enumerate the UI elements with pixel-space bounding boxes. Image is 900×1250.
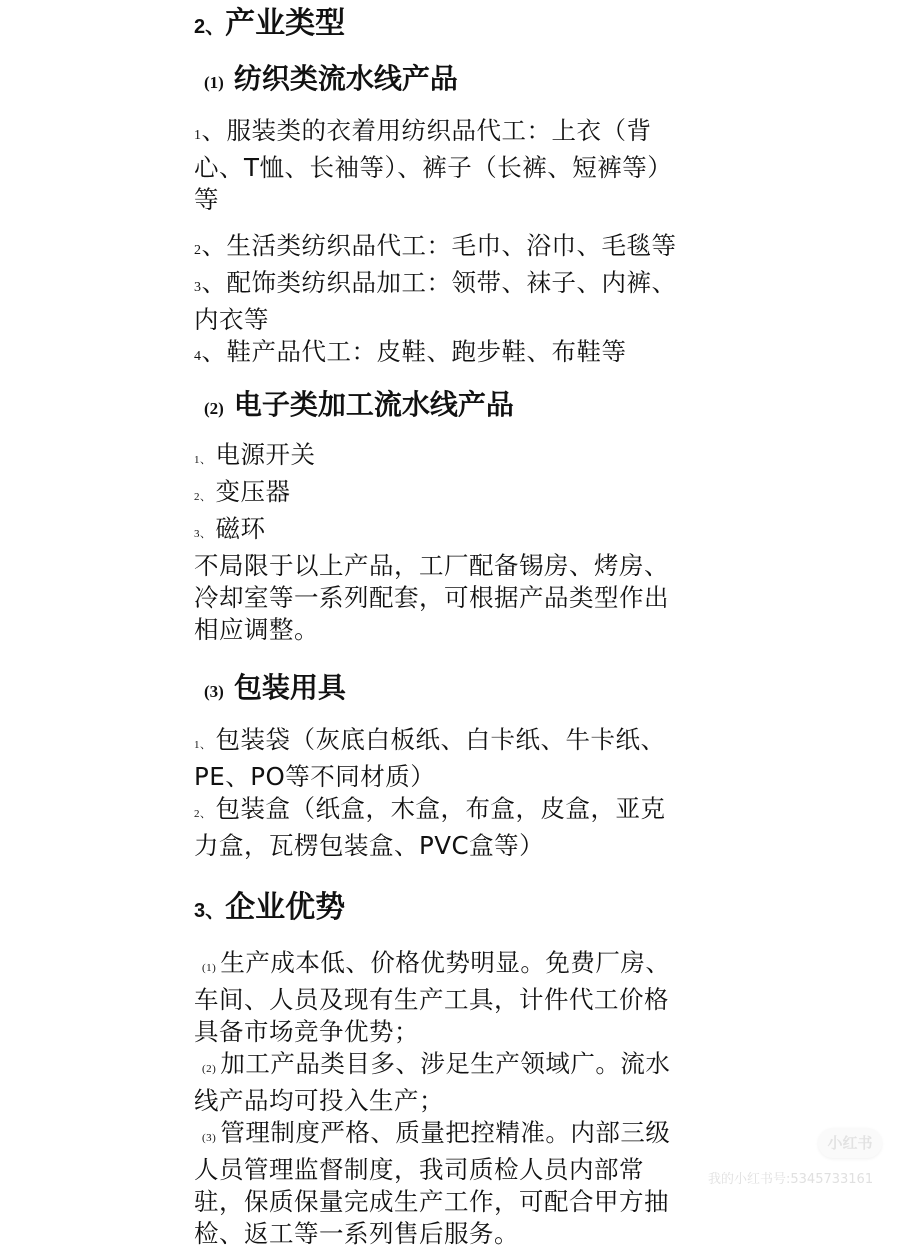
watermark-logo: 小红书 — [818, 1128, 882, 1158]
electronics-list — [194, 439, 714, 646]
advantage-item-1: (1) 生产成本低、价格优势明显。免费厂房、 车间、人员及现有生产工具，计件代工价格 具备市场竞争优势； — [194, 948, 671, 1046]
advantage-item-2: (2) 加工产品类目多、涉足生产领域广。流水 线产品均可投入生产； — [194, 1049, 671, 1115]
section-3-heading: 3、企业优势 — [194, 890, 346, 925]
textile-item-2: 2、生活类纺织品代工：毛巾、浴巾、毛毯等 — [194, 231, 677, 260]
watermark-user-id: 我的小红书号:5345733161 — [708, 1172, 874, 1187]
advantages-list — [194, 947, 714, 1250]
textile-item-1: 1、服装类的衣着用纺织品代工：上衣（背 心、T恤、长袖等）、裤子（长裤、短裤等） 等 — [194, 116, 673, 214]
electronics-item: 2、 变压器 — [194, 477, 291, 506]
packaging-item-1: 1、 包装袋（灰底白板纸、白卡纸、牛卡纸、 PE、PO等不同材质） — [194, 725, 666, 791]
electronics-item: 3、 磁环 — [194, 514, 266, 543]
document-page — [194, 0, 714, 1250]
section-2-heading: 2、产业类型 — [194, 6, 346, 41]
packaging-item-2: 2、 包装盒（纸盒，木盒，布盒，皮盒，亚克 力盒，瓦楞包装盒、PVC盒等） — [194, 794, 666, 860]
electronics-item: 1、 电源开关 — [194, 440, 316, 469]
packaging-list — [194, 724, 714, 862]
subsection-packaging-heading: (3) 包装用具 — [204, 671, 346, 704]
electronics-note: 不局限于以上产品，工厂配备锡房、烤房、 冷却室等一系列配套，可根据产品类型作出 相应调整。 — [194, 551, 669, 644]
textile-item-3: 3、配饰类纺织品加工：领带、袜子、内裤、 内衣等 — [194, 268, 677, 334]
subsection-textile-heading: (1) 纺织类流水线产品 — [204, 62, 458, 95]
subsection-electronics-heading: (2) 电子类加工流水线产品 — [204, 388, 514, 421]
textile-item-4: 4、鞋产品代工：皮鞋、跑步鞋、布鞋等 — [194, 337, 627, 366]
advantage-item-3: (3) 管理制度严格、质量把控精准。内部三级 人员管理监督制度，我司质检人员内部常 驻，保质保量完成生产工作，可配合甲方抽 检、返工等一系列售后服务。 — [194, 1118, 671, 1248]
